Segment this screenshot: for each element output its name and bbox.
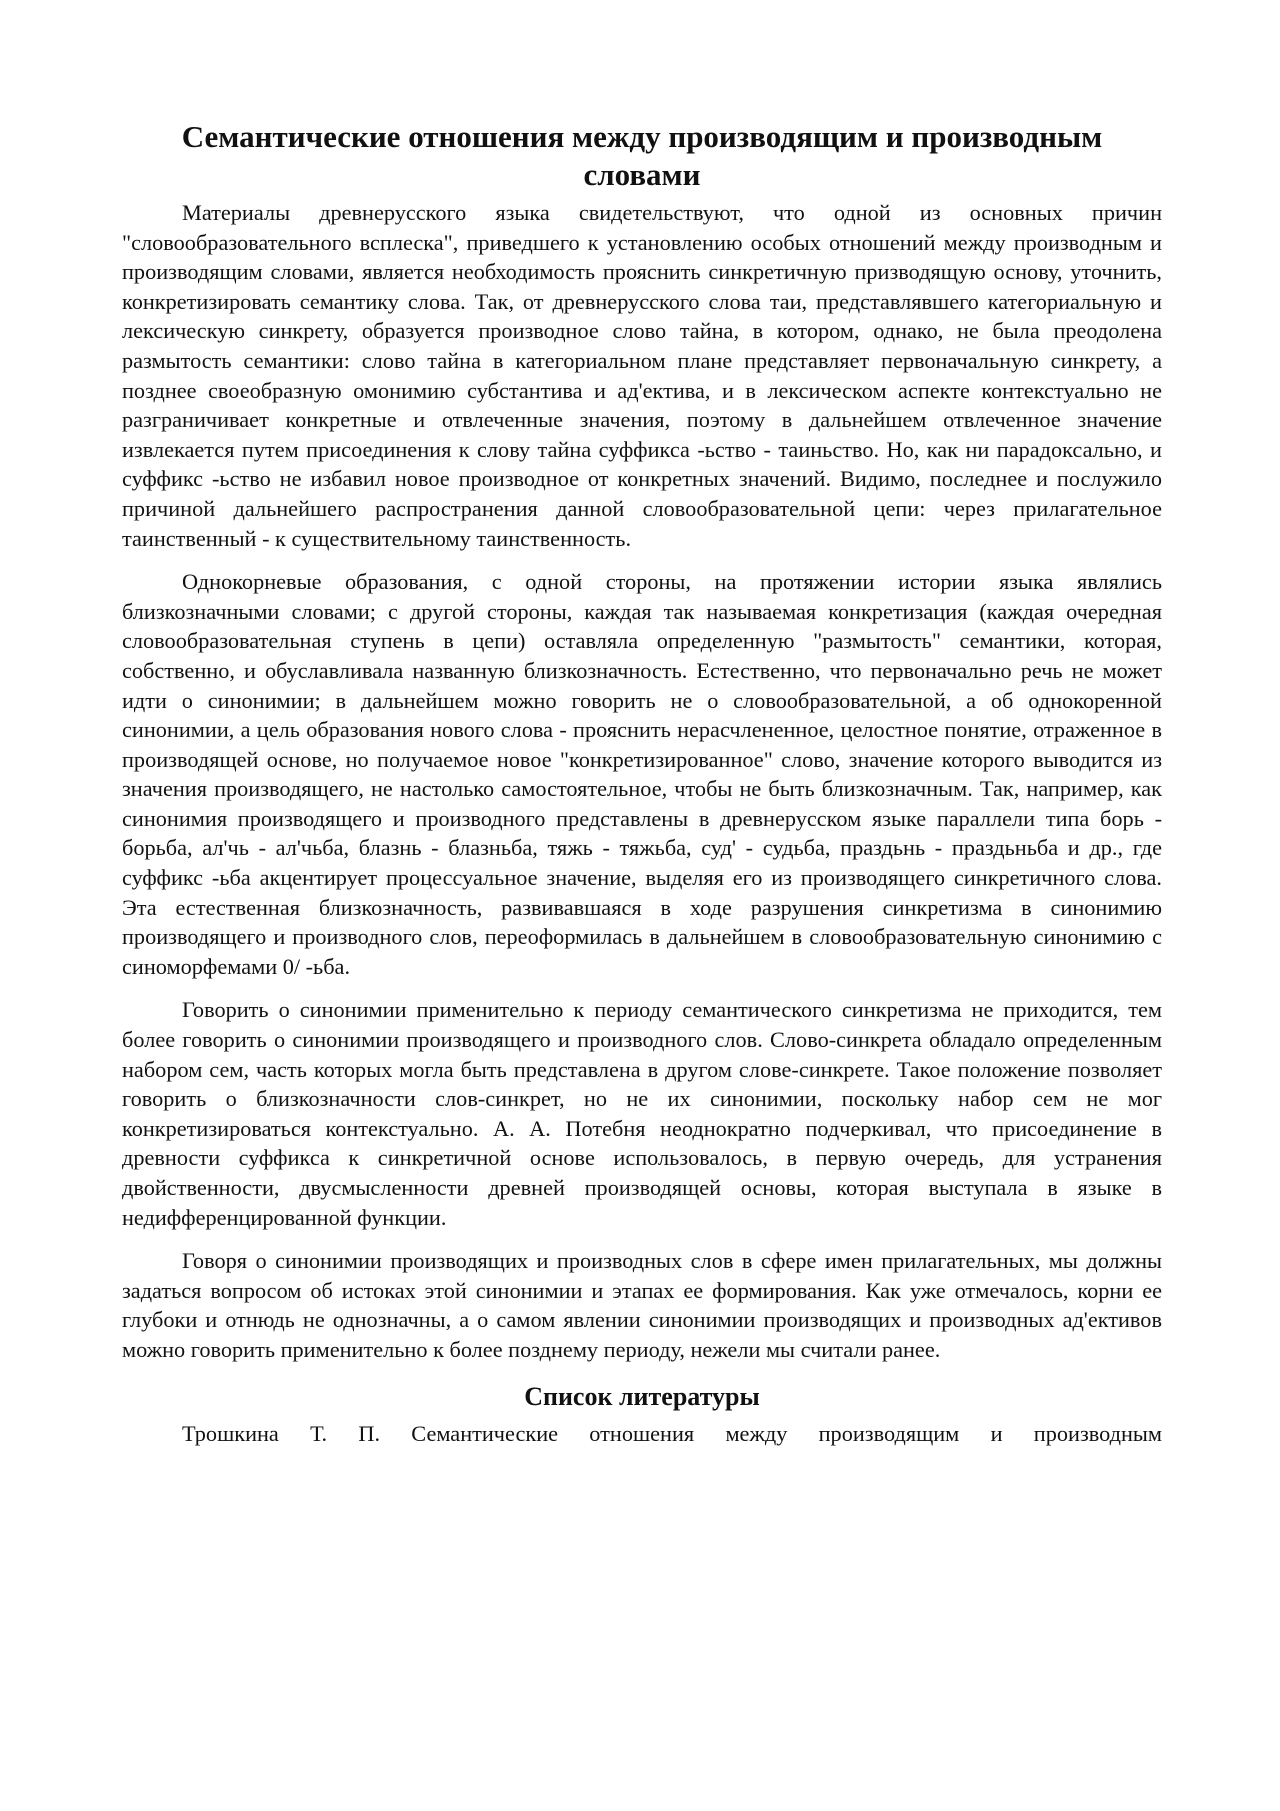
paragraph-2: Однокорневые образования, с одной стороны, на протяжении истории языка являлись близкозначными словами; с другой стороны, каждая так называемая конкретизация (каждая очередная словообразовательная ступень в цепи) оставляла определенную "размытость" семантики, которая, собственно, и обуславливала названную близкозначность. Естественно, что первоначально речь не может идти о синонимии; в дальнейшем можно говорить не о словообразовательной, а об однокоренной синонимии, а цель образования нового слова - прояснить нерасчлененное, целостное понятие, отраженное в производящей основе, но получаемое новое "конкретизированное" слово, значение которого выводится из значения производящего, не настолько самостоятельное, чтобы не быть близкозначным. Так, например, как синонимия производящего и производного представлены в древнерусском языке параллели типа борь - борьба, ал'чь - ал'чьба, блазнь - блазньба, тяжь - тяжьба, суд' - судьба, праздьнь - праздьньба и др., где суффикс -ьба акцентирует процессуальное значение, выделяя его из производящего синкретичного слова. Эта естественная близкозначность, развивавшаяся в ходе разрушения синкретизма в синонимию производящего и производного слов, переоформилась в дальнейшем в словообразовательную синонимию с синоморфемами 0/ -ьба. [122,569,1162,979]
document-title: Семантические отношения между производящим и производным словами [181,119,1103,192]
paragraph-4: Говоря о синонимии производящих и производных слов в сфере имен прилагательных, мы должны задаться вопросом об истоках этой синонимии и этапах ее формирования. Как уже отмечалось, корни ее глубоки и отнюдь не однозначны, а о самом явлении синонимии производящих и производных ад'ективов можно говорить применительно к более позднему периоду, нежели мы считали ранее. [122,1248,1162,1362]
paragraph-1: Материалы древнерусского языка свидетельствуют, что одной из основных причин "словообразовательного всплеска", приведшего к установлению особых отношений между производным и производящим словами, является необходимость прояснить синкретичную призводящую основу, уточнить, конкретизировать семантику слова. Так, от древнерусского слова таи, представлявшего категориальную и лексическую синкрету, образуется производное слово тайна, в котором, однако, не была преодолена размытость семантики: слово тайна в категориальном плане представляет первоначальную синкрету, а позднее своеобразную омонимию субстантива и ад'ектива, и в лексическом аспекте контекстуально не разграничивает конкретные и отвлеченные значения, поэтому в дальнейшем отвлеченное значение извлекается путем присоединения к слову тайна суффикса -ьство - таиньство. Но, как ни парадоксально, и суффикс -ьство не избавил новое производное от конкретных значений. Видимо, последнее и послужило причиной дальнейшего распространения данной словообразовательной цепи: через прилагательное таинственный - к существительному таинственность. [122,200,1162,551]
document-page [122,118,1162,1448]
paragraph-3: Говорить о синонимии применительно к периоду семантического синкретизма не приходится, тем более говорить о синонимии производящего и производного слов. Слово-синкрета обладало определенным набором сем, часть которых могла быть представлена в другом слове-синкрете. Такое положение позволяет говорить о близкозначности слов-синкрет, но не их синонимии, поскольку набор сем не мог конкретизироваться контекстуально. А. А. Потебня неоднократно подчеркивал, что присоединение в древности суффикса к синкретичной основе использовалось, в первую очередь, для устранения двойственности, двусмысленности древней производящей основы, которая выступала в языке в недифференцированной функции. [122,997,1162,1230]
references-heading: Список литературы [524,1381,760,1411]
reference-entry: Трошкина Т. П. Семантические отношения между производящим и производным [182,1420,1162,1446]
